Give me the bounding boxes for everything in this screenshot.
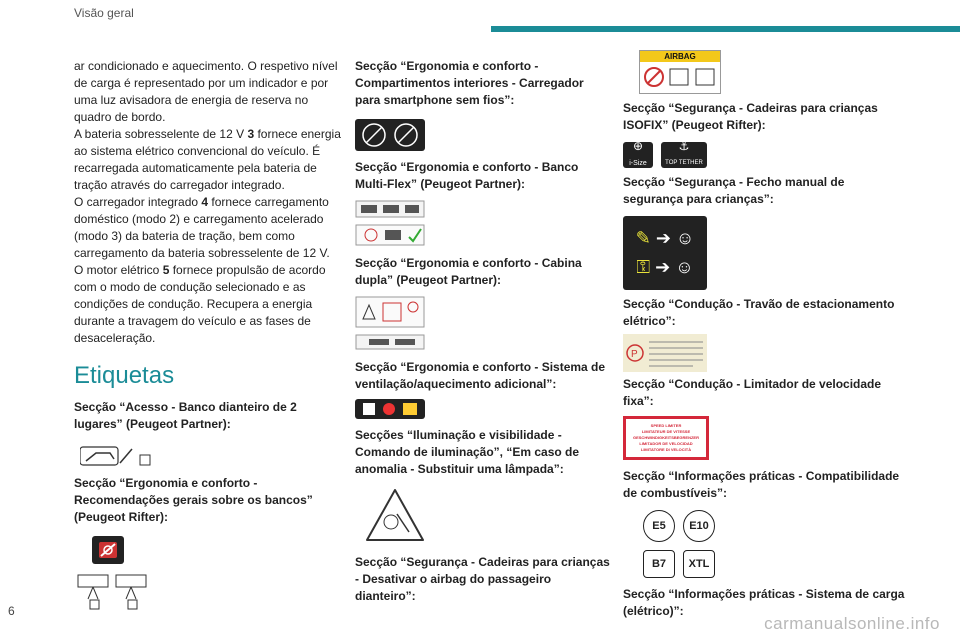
label-wireless-charger: Secção “Ergonomia e conforto - Compartimentos interiores - Carregador para smartphone sem fios”: [355,59,584,107]
column-3 [623,48,905,620]
paragraph-motor: O motor elétrico 5 fornece propulsão de acordo com o modo de condução selecionado e as condições de condução. Recupera a energia durante a travagem do veículo e as fases de desaceleração. [74,263,326,345]
label-child-lock: Secção “Segurança - Fecho manual de segurança para crianças”: [623,175,845,206]
multiflex-seat-label-image [355,199,425,249]
fuel-badge-xtl: XTL [683,550,715,578]
label-multiflex-seat: Secção “Ergonomia e conforto - Banco Multi-Flex” (Peugeot Partner): [355,160,579,191]
speed-line: SPEED LIMITER [650,423,682,428]
fuel-badge-b7: B7 [643,550,675,578]
header-accent-bar [491,26,960,32]
paragraph-spare-battery: A bateria sobresselente de 12 V 3 fornece energia ao sistema elétrico convencional do veículo. É recarregada automaticamente pela bateria de tração através do carregador integrado. [74,127,341,192]
label-parking-brake: Secção “Condução - Travão de estacionamento elétrico”: [623,297,895,328]
isize-tile: ⊕ i-Size [623,142,653,168]
double-cab-label-image [355,295,425,353]
label-access-front-bench: Secção “Acesso - Banco dianteiro de 2 lugares” (Peugeot Partner): [74,400,297,431]
svg-text:P: P [631,349,638,360]
airbag-label-title: AIRBAG [640,51,720,62]
airbag-warning-label [639,50,721,94]
label-seats-general: Secção “Ergonomia e conforto - Recomendações gerais sobre os bancos” (Peugeot Rifter): [74,476,313,524]
label-lighting: Secções “Iluminação e visibilidade - Comando de iluminação”, “Em caso de anomalia - Substituir uma lâmpada”: [355,428,580,476]
speed-line: LIMITATORE DI VELOCITÀ [640,447,692,452]
seat-warning-black-tile [92,536,124,564]
column-2 [355,58,610,605]
label-fuel-compatibility: Secção “Informações práticas - Compatibilidade de combustíveis”: [623,469,900,500]
section-heading-etiquetas: Etiquetas [74,362,175,389]
column-1 [74,58,342,611]
label-charging-system: Secção “Informações práticas - Sistema de carga (elétrico)”: [623,587,905,618]
top-tether-tile: ⚓ TOP TETHER [661,142,707,168]
speed-line: LIMITADOR DE VELOCIDAD [639,441,693,446]
seat-folding-label-image [80,443,160,469]
child-seat-position-diagram [76,573,156,611]
fuel-badge-e10: E10 [683,510,715,542]
fuel-badges [643,510,723,578]
speed-limiter-label-image [623,416,709,460]
label-airbag-deactivate: Secção “Segurança - Cadeiras para crianças - Desativar o airbag do passageiro dianteiro”: [355,555,610,603]
paragraph-charger: O carregador integrado 4 fornece carregamento doméstico (modo 2) e carregamento acelerado (modo 3) da bateria de tração, bem como carregamento da bateria sobresselente de 12 V. [74,195,330,260]
heating-label-image [355,399,425,419]
speed-line: LIMITATEUR DE VITESSE [641,429,691,434]
page-number: 6 [8,604,15,618]
wireless-charger-label-image [355,119,425,151]
child-lock-label-image: ✎ ➔ ☺ ⚿ ➔ ☺ [623,216,707,290]
label-double-cab: Secção “Ergonomia e conforto - Cabina dupla” (Peugeot Partner): [355,256,582,287]
label-speed-limiter: Secção “Condução - Limitador de velocidade fixa”: [623,377,882,408]
paragraph-battery-level: ar condicionado e aquecimento. O respetivo nível de carga é representado por um indicador e por uma luz avisadora de energia de reserva no quadro de bordo. [74,59,338,124]
label-heating-system: Secção “Ergonomia e conforto - Sistema de ventilação/aquecimento adicional”: [355,360,606,391]
header-section-title: Visão geral [74,6,134,20]
speed-line: GESCHWINDIGKEITSBEGRENZER [632,435,699,440]
lamp-warning-triangle-image [365,488,425,544]
watermark: carmanualsonline.info [764,614,940,633]
parking-brake-label-image [623,334,707,372]
isofix-label-images [623,139,905,168]
fuel-badge-e5: E5 [643,510,675,542]
label-isofix: Secção “Segurança - Cadeiras para crianças ISOFIX” (Peugeot Rifter): [623,101,878,132]
